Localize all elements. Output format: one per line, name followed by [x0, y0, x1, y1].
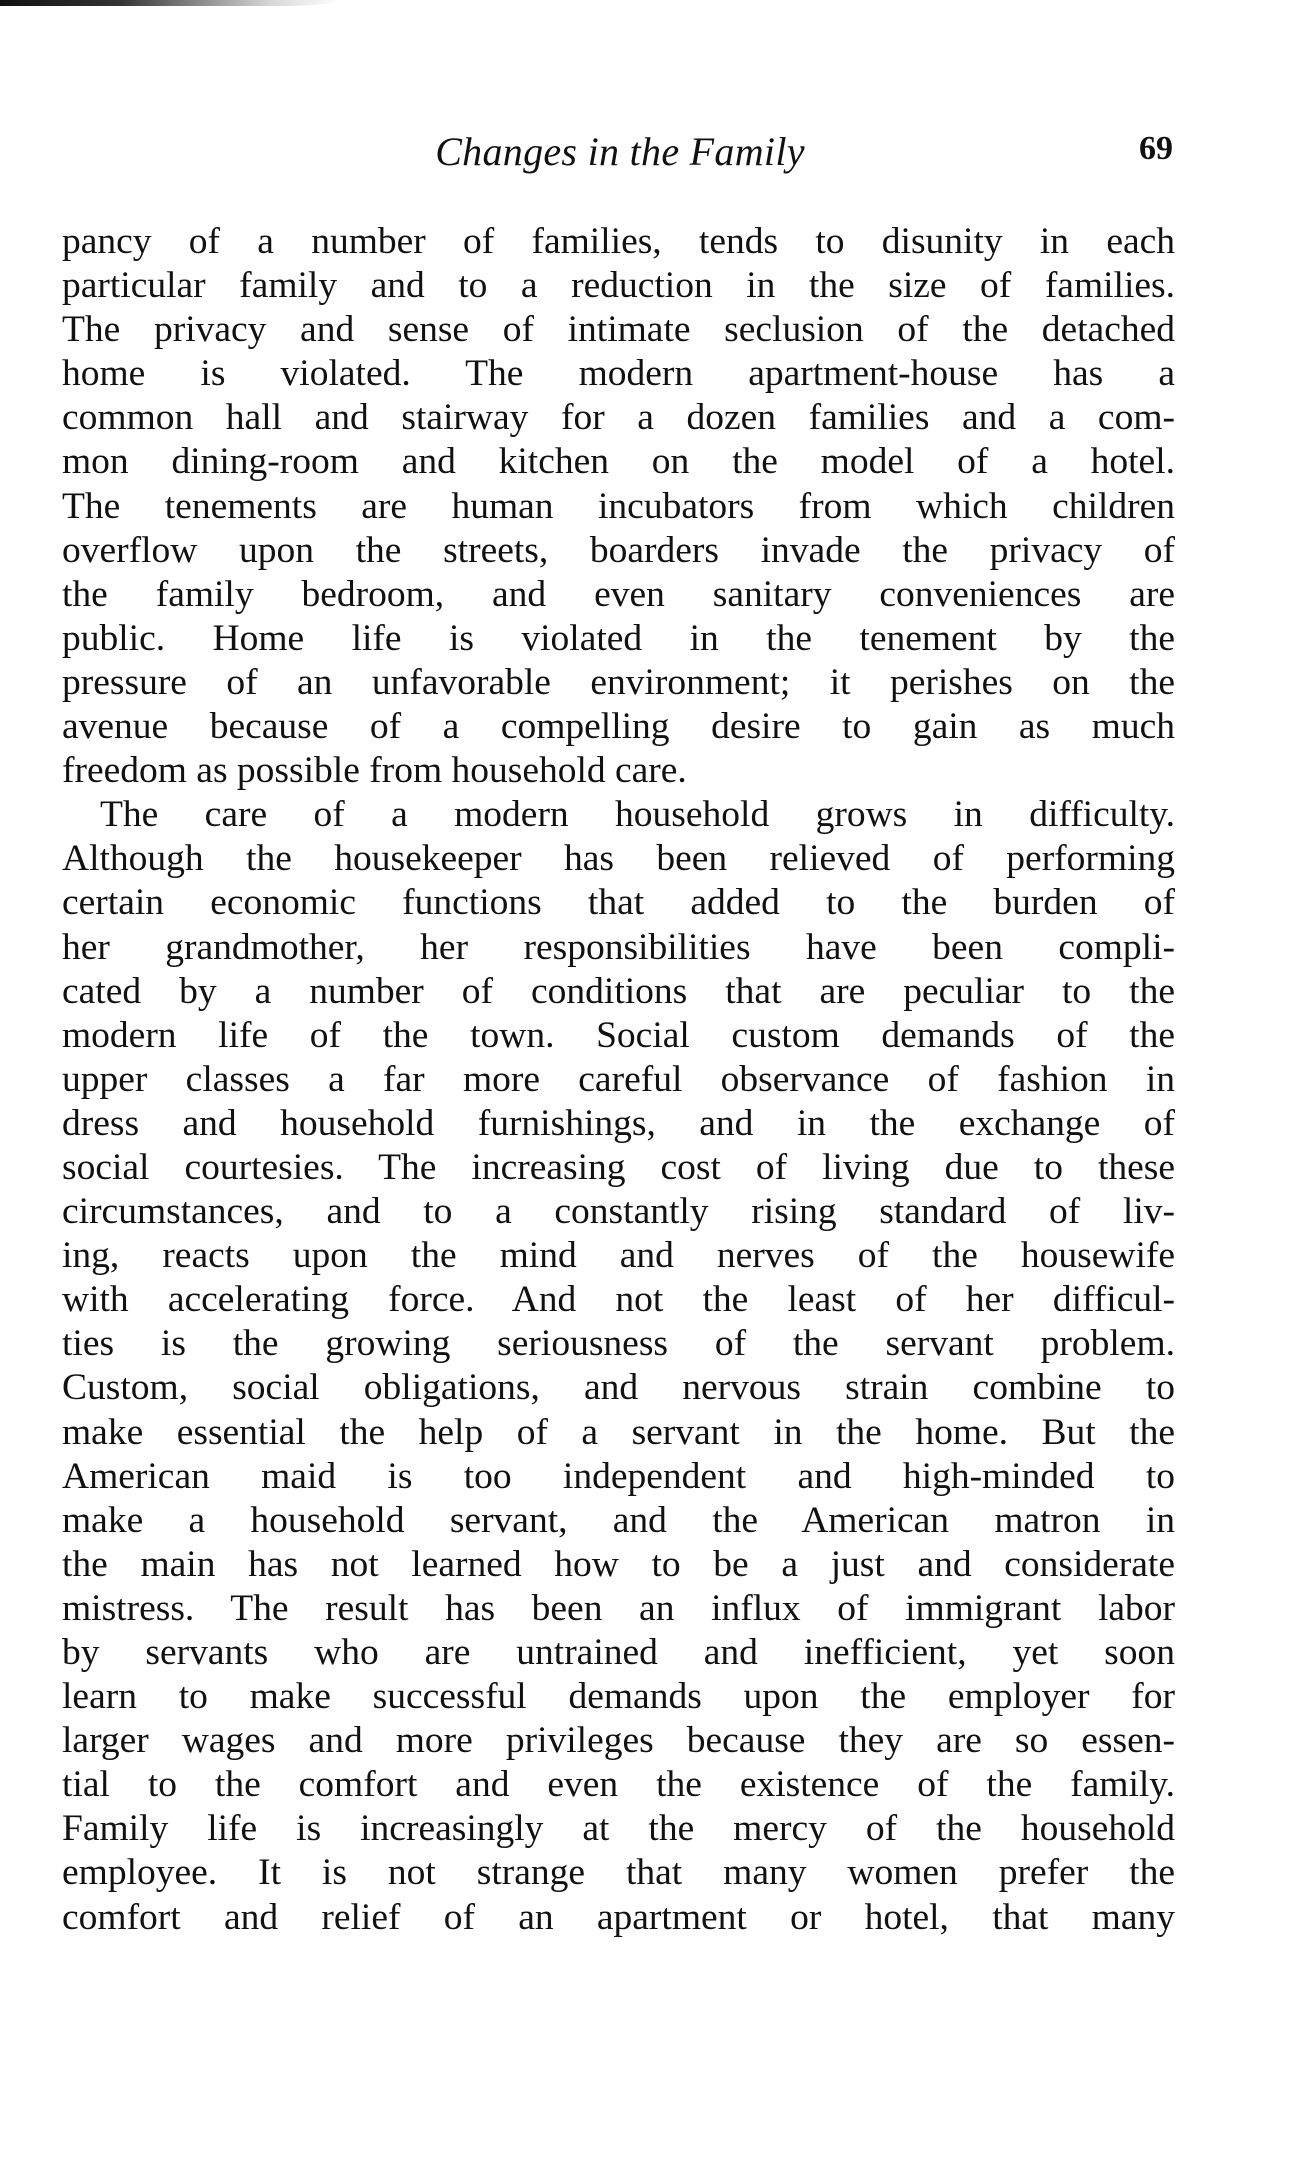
- text-line: avenue because of a compelling desire to gain as much: [62, 706, 1175, 748]
- text-line: by servants who are untrained and inefficient, yet soon: [62, 1632, 1175, 1673]
- text-line: pancy of a number of families, tends to disunity in each: [62, 221, 1175, 262]
- text-line: Although the housekeeper has been relieved of performing: [62, 838, 1175, 880]
- text-line: public. Home life is violated in the tenement by the: [62, 617, 1175, 659]
- text-line: the main has not learned how to be a just and considerate: [62, 1543, 1175, 1585]
- text-line: upper classes a far more careful observance of fashion in: [62, 1058, 1175, 1100]
- text-line: mistress. The result has been an influx of immigrant labor: [62, 1587, 1175, 1629]
- body-text: [62, 220, 1175, 1940]
- text-line: overflow upon the streets, boarders invade the privacy of: [62, 529, 1175, 571]
- text-line: social courtesies. The increasing cost of living due to these: [62, 1146, 1175, 1188]
- text-line: make a household servant, and the American matron in: [62, 1499, 1175, 1541]
- text-line: larger wages and more privileges because they are so essen-: [62, 1720, 1175, 1762]
- text-line: Family life is increasingly at the mercy of the household: [62, 1808, 1175, 1850]
- paragraph: [62, 793, 1175, 1939]
- text-line: The tenements are human incubators from which children: [62, 485, 1175, 527]
- running-head: [65, 128, 1175, 178]
- text-line: modern life of the town. Social custom demands of the: [62, 1014, 1175, 1056]
- text-line: The care of a modern household grows in difficulty.: [100, 794, 1175, 836]
- text-line: dress and household furnishings, and in the exchange of: [62, 1102, 1175, 1144]
- text-line: ties is the growing seriousness of the servant problem.: [62, 1323, 1175, 1365]
- text-line: particular family and to a reduction in the size of families.: [62, 265, 1175, 307]
- text-line: make essential the help of a servant in the home. But the: [62, 1411, 1175, 1453]
- text-line: freedom as possible from household care.: [62, 750, 687, 792]
- text-line: Custom, social obligations, and nervous strain combine to: [62, 1367, 1175, 1409]
- text-line: her grandmother, her responsibilities have been compli-: [62, 926, 1175, 968]
- text-line: American maid is too independent and high-minded to: [62, 1455, 1175, 1497]
- text-line: cated by a number of conditions that are peculiar to the: [62, 970, 1175, 1012]
- text-line: mon dining-room and kitchen on the model of a hotel.: [62, 441, 1175, 483]
- text-line: employee. It is not strange that many women prefer the: [62, 1852, 1175, 1894]
- text-line: certain economic functions that added to the burden of: [62, 882, 1175, 924]
- text-line: circumstances, and to a constantly rising standard of liv-: [62, 1191, 1175, 1233]
- scan-edge-shadow: [0, 0, 340, 6]
- text-line: home is violated. The modern apartment-house has a: [62, 353, 1175, 395]
- text-line: the family bedroom, and even sanitary conveniences are: [62, 573, 1175, 615]
- paragraph: [62, 220, 1175, 793]
- text-line: with accelerating force. And not the least of her difficul-: [62, 1279, 1175, 1321]
- text-line: common hall and stairway for a dozen families and a com-: [62, 397, 1175, 439]
- text-line: ing, reacts upon the mind and nerves of the housewife: [62, 1235, 1175, 1277]
- text-line: pressure of an unfavorable environment; it perishes on the: [62, 661, 1175, 703]
- text-line: tial to the comfort and even the existence of the family.: [62, 1764, 1175, 1806]
- text-line: comfort and relief of an apartment or hotel, that many: [62, 1896, 1175, 1938]
- text-line: learn to make successful demands upon the employer for: [62, 1676, 1175, 1718]
- page-number: 69: [1139, 130, 1173, 167]
- text-line: The privacy and sense of intimate seclusion of the detached: [62, 309, 1175, 351]
- running-title: Changes in the Family: [435, 129, 805, 174]
